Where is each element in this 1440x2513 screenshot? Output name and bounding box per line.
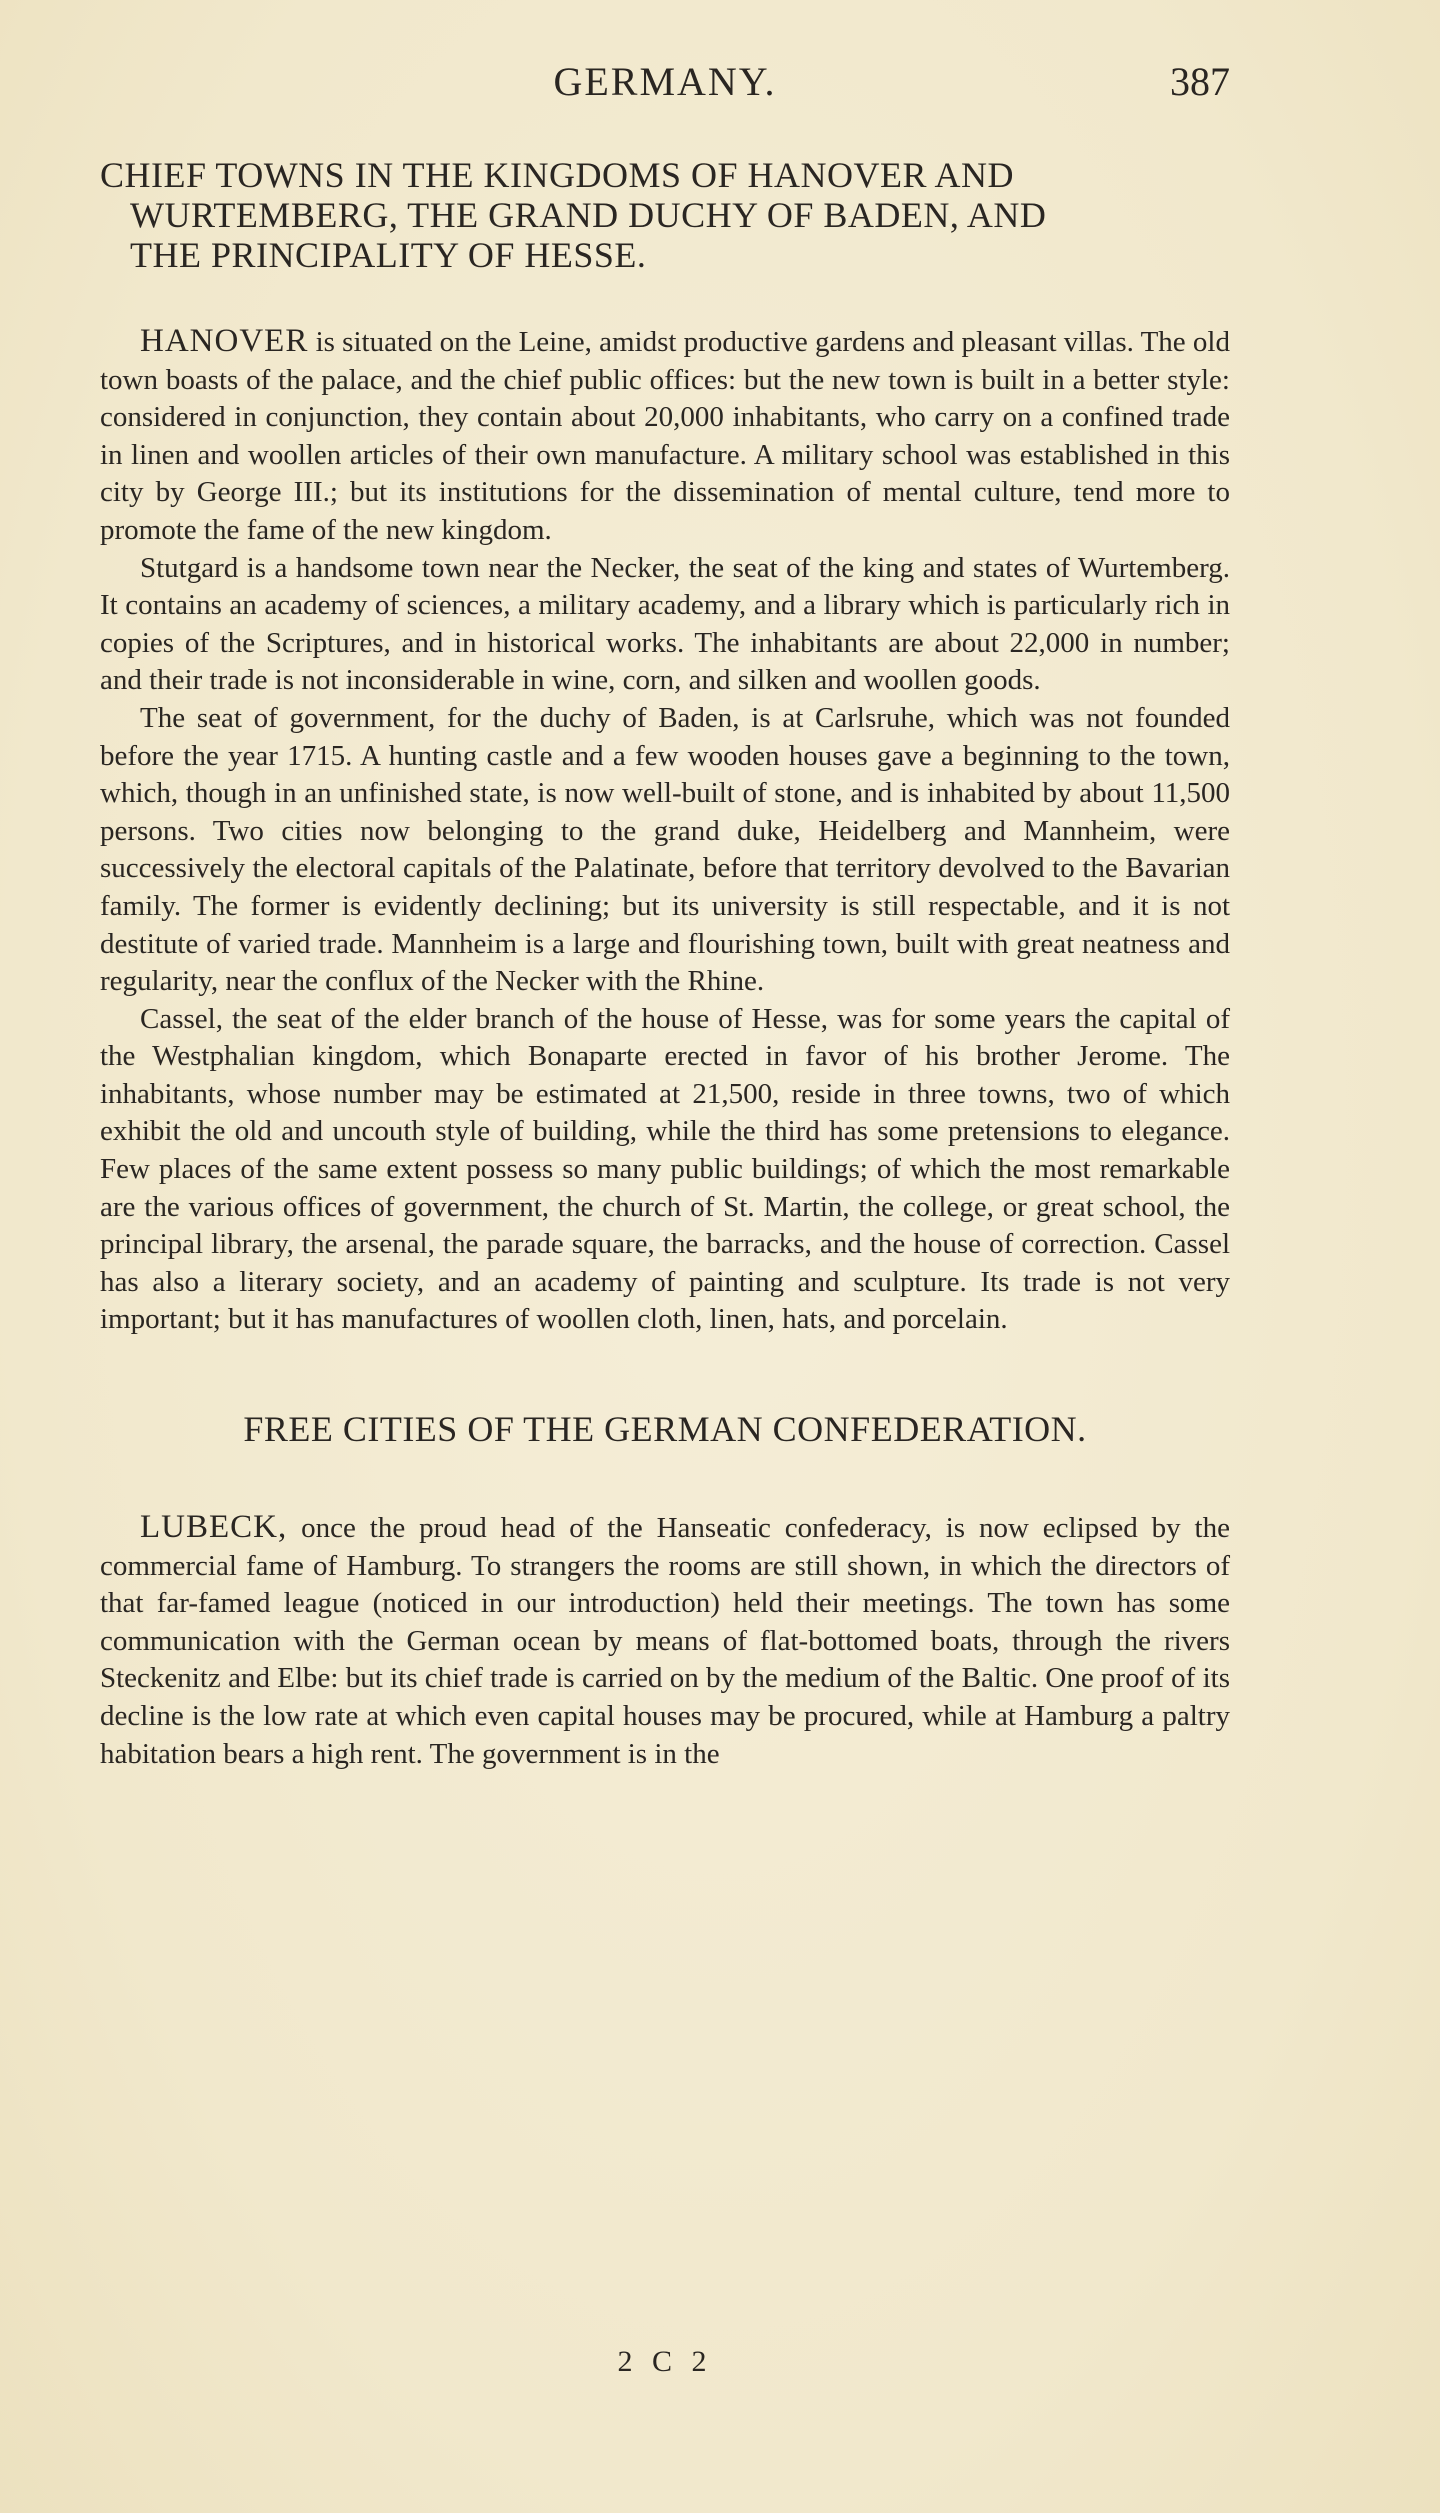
heading-line: WURTEMBERG, THE GRAND DUCHY OF BADEN, AND — [130, 195, 1047, 235]
signature-mark: 2 C 2 — [617, 2345, 713, 2378]
section-heading-free-cities: FREE CITIES OF THE GERMAN CONFEDERATION. — [243, 1409, 1087, 1450]
paragraph-lubeck — [100, 1509, 1230, 1773]
paragraph-carlsruhe — [100, 700, 1230, 1001]
heading-line: CHIEF TOWNS IN THE KINGDOMS OF HANOVER AND — [100, 155, 1015, 195]
heading-line: THE PRINCIPALITY OF HESSE. — [130, 235, 647, 275]
paragraph-text: once the proud head of the Hanseatic confederacy, is now eclipsed by the commercial fame of Hamburg. To strangers the rooms are still shown, in which the directors of that far-famed league (noticed in our introduction) held their meetings. The town has some communication with the German ocean by means of flat-bottomed boats, through the rivers Steckenitz and Elbe: but its chief trade is carried on by the medium of the Baltic. One proof of its decline is the low rate at which even capital houses may be procured, while at Hamburg a paltry habitation bears a high rent. The government is in the — [100, 1512, 1230, 1770]
paragraph-text: The seat of government, for the duchy of Baden, is at Carlsruhe, which was not founded before the year 1715. A hunting castle and a few wooden houses gave a beginning to the town, which, though in an unfinished state, is now well-built of stone, and is inhabited by about 11,500 persons. Two cities now belonging to the grand duke, Heidelberg and Mannheim, were successively the electoral capitals of the Palatinate, before that territory devolved to the Bavarian family. The former is evidently declining; but its university is still respectable, and it is not destitute of varied trade. Mannheim is a large and flourishing town, built with great neatness and regularity, near the conflux of the Necker with the Rhine. — [100, 701, 1230, 998]
paragraph-stutgard — [100, 550, 1230, 700]
paragraph-text: Cassel, the seat of the elder branch of the house of Hesse, was for some years the capital of the Westphalian kingdom, which Bonaparte erected in favor of his brother Jerome. The inhabitants, whose number may be estimated at 21,500, reside in three towns, two of which exhibit the old and uncouth style of building, while the third has some pretensions to elegance. Few places of the same extent possess so many public buildings; of which the most remarkable are the various offices of government, the church of St. Martin, the college, or great school, the principal library, the arsenal, the parade square, the barracks, and the house of correction. Cassel has also a literary society, and an academy of painting and sculpture. Its trade is not very important; but it has manufactures of woollen cloth, linen, hats, and porcelain. — [100, 1002, 1230, 1336]
lead-word: LUBECK, — [140, 1509, 288, 1546]
paragraph-text: Stutgard is a handsome town near the Necker, the seat of the king and states of Wurtemberg. It contains an academy of sciences, a military academy, and a library which is particularly rich in copies of the Scriptures, and in historical works. The inhabitants are about 22,000 in number; and their trade is not inconsiderable in wine, corn, and silken and woollen goods. — [100, 551, 1230, 697]
paragraph-hanover — [100, 323, 1230, 550]
section-heading-chief-towns — [100, 155, 1230, 275]
paragraph-text: is situated on the Leine, amidst productive gardens and pleasant villas. The old town boasts of the palace, and the chief public offices: but the new town is built in a better style: considered in conjunction, they contain about 20,000 inhabitants, who carry on a confined trade in linen and woollen articles of their own manufacture. A military school was established in this city by George III.; but its institutions for the dissemination of mental culture, tend more to promote the fame of the new kingdom. — [100, 326, 1230, 546]
lead-word: HANOVER — [140, 323, 309, 359]
running-head — [100, 58, 1230, 108]
page-number: 387 — [1170, 59, 1230, 104]
running-title: GERMANY. — [553, 59, 777, 104]
page-content — [100, 155, 1230, 1773]
paragraph-cassel — [100, 1001, 1230, 1339]
